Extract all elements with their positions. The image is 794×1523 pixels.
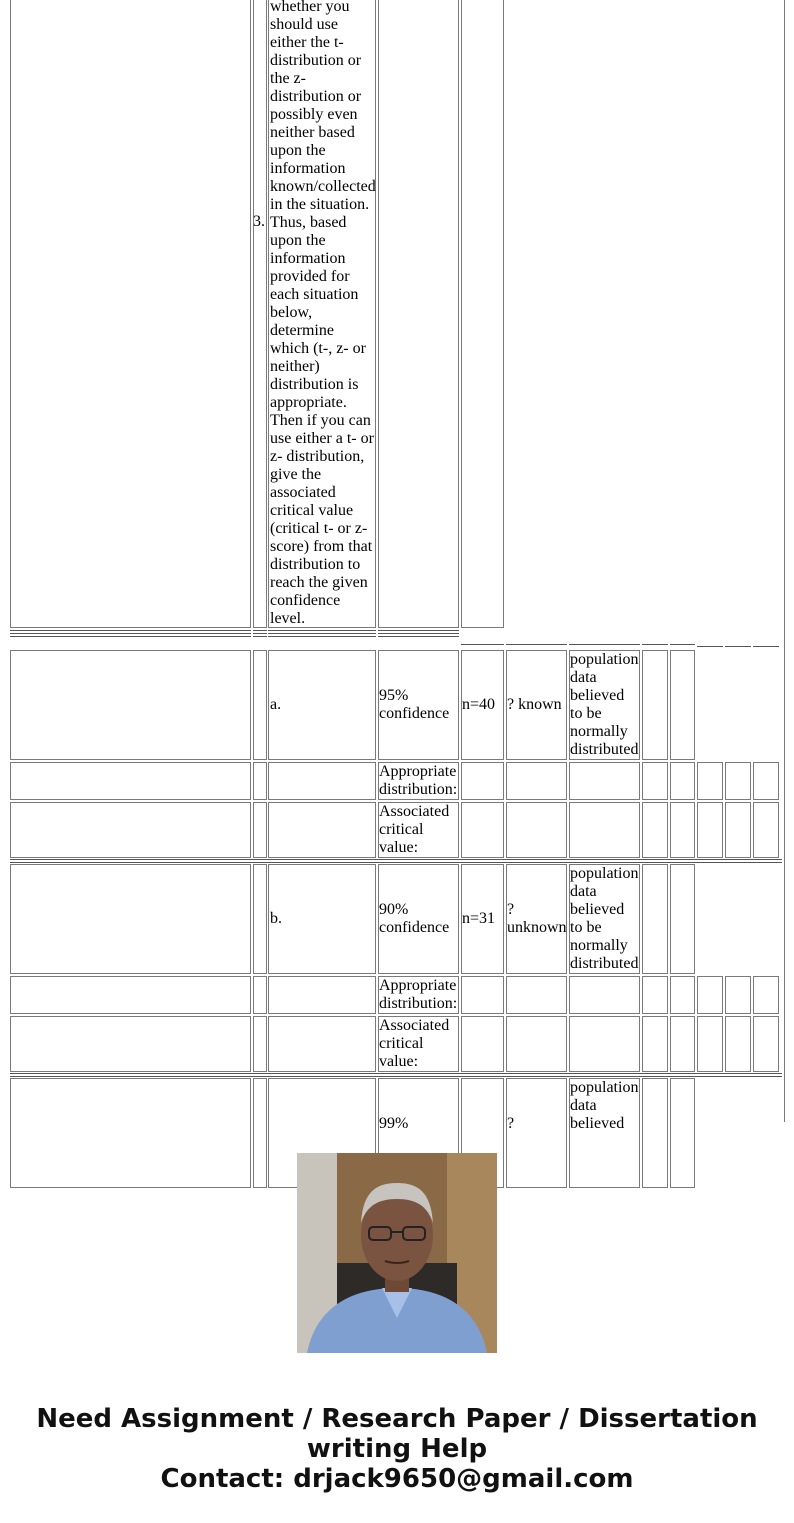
cell-empty bbox=[642, 1016, 668, 1072]
cell-part-letter bbox=[268, 650, 376, 760]
cell-empty bbox=[697, 976, 723, 1014]
cell-empty bbox=[670, 1078, 695, 1188]
row-separator bbox=[10, 630, 251, 637]
cell-empty bbox=[506, 976, 567, 1014]
cell-empty bbox=[253, 1078, 267, 1188]
person-portrait-icon bbox=[297, 1153, 497, 1353]
cell-empty bbox=[725, 762, 751, 800]
cell-empty bbox=[725, 1016, 751, 1072]
critical-value-label: Associated critical value: bbox=[379, 1017, 450, 1070]
row-separator bbox=[378, 630, 459, 637]
population-note: population data believed bbox=[570, 1079, 639, 1132]
cell-empty bbox=[378, 0, 459, 628]
cell-empty bbox=[253, 650, 267, 760]
cell-empty bbox=[253, 802, 267, 858]
cell-empty bbox=[670, 762, 695, 800]
critical-value-label: Associated critical value: bbox=[379, 803, 450, 856]
cell-empty bbox=[253, 976, 267, 1014]
cell-sigma bbox=[506, 1078, 567, 1188]
cell-empty bbox=[697, 1016, 723, 1072]
row-separator bbox=[753, 646, 779, 647]
cell-empty bbox=[10, 762, 251, 800]
sigma-status: ? known bbox=[507, 696, 562, 713]
part-letter: b. bbox=[270, 910, 282, 927]
population-note: population data believed to be normally distributed bbox=[570, 651, 639, 758]
cell-empty bbox=[268, 976, 376, 1014]
cell-empty bbox=[10, 976, 251, 1014]
answer-cell[interactable] bbox=[461, 762, 504, 800]
cell-empty bbox=[461, 0, 504, 628]
question-text: whether you should use either the t- distribution or the z- distribution or possibly even neither based upon the information known/collected in the situation. Thus, based upon the information provided for each situation below, determine which (t-, z- or neither) distribution is appropriate. Then if you can use either a t- or z- distribution, give the associated critical value (critical t- or z- score) from that distribution to reach the given confidence level. bbox=[270, 0, 376, 627]
sample-size: n=40 bbox=[462, 696, 496, 713]
row-separator bbox=[506, 644, 567, 645]
cell-empty bbox=[253, 762, 267, 800]
cell-empty bbox=[506, 1016, 567, 1072]
cell-empty bbox=[697, 802, 723, 858]
row-separator bbox=[642, 644, 668, 645]
cell-empty bbox=[10, 802, 251, 858]
cell-empty bbox=[506, 762, 567, 800]
row-separator bbox=[697, 646, 723, 647]
cell-empty bbox=[753, 976, 779, 1014]
confidence-level: 99% bbox=[379, 1115, 409, 1132]
confidence-level: 90% confidence bbox=[379, 901, 450, 936]
cell-empty bbox=[569, 1016, 640, 1072]
sigma-status: ? unknown bbox=[507, 901, 567, 936]
cell-empty bbox=[642, 802, 668, 858]
answer-cell[interactable] bbox=[461, 976, 504, 1014]
sigma-status: ? bbox=[507, 1115, 515, 1132]
cell-empty bbox=[569, 802, 640, 858]
part-letter: a. bbox=[270, 696, 282, 713]
footer-line-1: Need Assignment / Research Paper / Dissertation bbox=[36, 1404, 758, 1434]
distribution-label: Appropriate distribution: bbox=[379, 763, 458, 798]
cell-empty bbox=[642, 976, 668, 1014]
row-separator bbox=[268, 630, 376, 637]
cell-empty bbox=[642, 1078, 668, 1188]
cell-empty bbox=[642, 650, 668, 760]
cell-empty bbox=[753, 1016, 779, 1072]
distribution-label: Appropriate distribution: bbox=[379, 977, 458, 1012]
cell-empty bbox=[253, 864, 267, 974]
cell-empty bbox=[10, 864, 251, 974]
cell-empty bbox=[506, 802, 567, 858]
cell-empty bbox=[670, 1016, 695, 1072]
cell-empty bbox=[569, 976, 640, 1014]
cell-empty bbox=[670, 976, 695, 1014]
cell-empty bbox=[10, 1078, 251, 1188]
cell-empty bbox=[253, 1016, 267, 1072]
cell-empty bbox=[10, 0, 251, 628]
cell-empty bbox=[268, 802, 376, 858]
cell-empty bbox=[670, 650, 695, 760]
cell-empty bbox=[642, 762, 668, 800]
row-separator bbox=[461, 644, 504, 645]
cell-empty bbox=[10, 1016, 251, 1072]
cell-empty bbox=[670, 802, 695, 858]
cell-empty bbox=[268, 762, 376, 800]
cell-empty bbox=[725, 802, 751, 858]
cell-number bbox=[253, 0, 267, 628]
answer-cell[interactable] bbox=[461, 802, 504, 858]
row-separator bbox=[725, 646, 751, 647]
table-right-border bbox=[784, 0, 786, 1122]
footer-line-2: writing Help bbox=[306, 1434, 488, 1464]
sample-size: n=31 bbox=[462, 910, 496, 927]
cell-empty bbox=[642, 864, 668, 974]
cell-empty bbox=[569, 762, 640, 800]
cell-empty bbox=[268, 1016, 376, 1072]
cell-part-letter bbox=[268, 864, 376, 974]
population-note: population data believed to be normally distributed bbox=[570, 865, 639, 972]
question-number: 3. bbox=[253, 213, 265, 230]
cell-empty bbox=[697, 762, 723, 800]
row-separator bbox=[670, 644, 695, 645]
confidence-level: 95% confidence bbox=[379, 687, 450, 722]
cell-empty bbox=[753, 802, 779, 858]
row-separator bbox=[10, 859, 782, 863]
footer-contact: Contact: drjack9650@gmail.com bbox=[160, 1464, 634, 1494]
cell-empty bbox=[670, 864, 695, 974]
row-separator bbox=[253, 630, 267, 637]
cell-empty bbox=[725, 976, 751, 1014]
answer-cell[interactable] bbox=[461, 1016, 504, 1072]
row-separator bbox=[10, 1073, 782, 1077]
row-separator bbox=[569, 644, 640, 645]
cell-empty bbox=[753, 762, 779, 800]
cell-empty bbox=[10, 650, 251, 760]
